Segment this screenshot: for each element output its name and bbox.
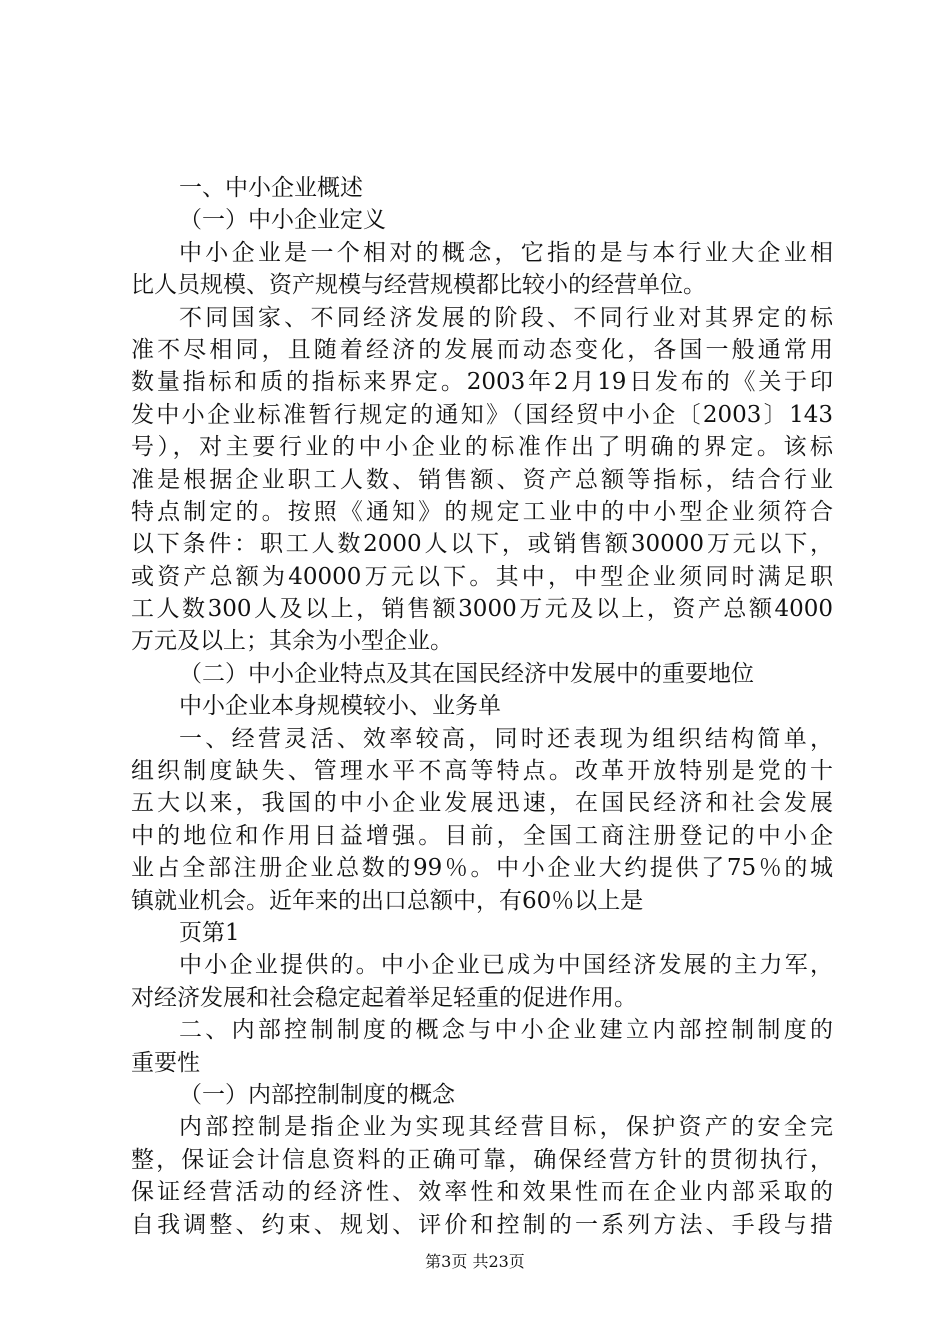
paragraph-line: 业占全部注册企业总数的99％。中小企业大约提供了75％的城 — [131, 855, 833, 882]
paragraph-line: 号），对主要行业的中小企业的标准作出了明确的界定。该标 — [131, 434, 833, 461]
paragraph-line: 以下条件：职工人数2000人以下，或销售额30000万元以下， — [131, 531, 833, 558]
paragraph-line: 准不尽相同，且随着经济的发展而动态变化，各国一般通常用 — [131, 336, 833, 363]
paragraph-line: 准是根据企业职工人数、销售额、资产总额等指标，结合行业 — [131, 466, 833, 493]
page-marker: 页第1 — [179, 919, 240, 946]
subsection-heading: （一）内部控制制度的概念 — [179, 1081, 455, 1108]
section-heading: 一、中小企业概述 — [179, 175, 363, 201]
paragraph-line: 中小企业提供的。中小企业已成为中国经济发展的主力军， — [179, 952, 833, 979]
paragraph-line: 自我调整、约束、规划、评价和控制的一系列方法、手段与措 — [131, 1211, 833, 1238]
paragraph-line: 发中小企业标准暂行规定的通知》（国经贸中小企〔2003〕143 — [131, 401, 833, 428]
paragraph-line: 不同国家、不同经济发展的阶段、不同行业对其界定的标 — [179, 304, 833, 331]
paragraph-line: 五大以来，我国的中小企业发展迅速，在国民经济和社会发展 — [131, 790, 833, 817]
paragraph-line: 镇就业机会。近年来的出口总额中，有60％以上是 — [131, 887, 644, 914]
paragraph-line: 中小企业本身规模较小、业务单 — [179, 693, 501, 720]
paragraph-line: 整，保证会计信息资料的正确可靠，确保经营方针的贯彻执行， — [131, 1146, 833, 1173]
section-heading: 二、内部控制制度的概念与中小企业建立内部控制制度的 — [179, 1017, 833, 1044]
paragraph-line: 特点制定的。按照《通知》的规定工业中的中小型企业须符合 — [131, 498, 833, 525]
paragraph-line: 内部控制是指企业为实现其经营目标，保护资产的安全完 — [179, 1114, 833, 1141]
paragraph-line: 万元及以上；其余为小型企业。 — [131, 628, 453, 655]
section-heading: 重要性 — [131, 1049, 200, 1076]
paragraph-line: 一、经营灵活、效率较高，同时还表现为组织结构简单， — [179, 725, 833, 752]
paragraph-line: 工人数300人及以上，销售额3000万元及以上，资产总额4000 — [131, 596, 833, 623]
document-body — [131, 172, 833, 1241]
subsection-heading: （一）中小企业定义 — [179, 207, 386, 234]
paragraph-line: 比人员规模、资产规模与经营规模都比较小的经营单位。 — [131, 272, 706, 299]
page-footer: 第3页 共23页 — [425, 1252, 525, 1271]
paragraph-line: 组织制度缺失、管理水平不高等特点。改革开放特别是党的十 — [131, 758, 833, 785]
paragraph-line: 中小企业是一个相对的概念，它指的是与本行业大企业相 — [179, 239, 833, 266]
paragraph-line: 对经济发展和社会稳定起着举足轻重的促进作用。 — [131, 984, 637, 1011]
paragraph-line: 或资产总额为40000万元以下。其中，中型企业须同时满足职 — [131, 563, 833, 590]
paragraph-line: 中的地位和作用日益增强。目前，全国工商注册登记的中小企 — [131, 822, 833, 849]
subsection-heading: （二）中小企业特点及其在国民经济中发展中的重要地位 — [179, 660, 754, 687]
paragraph-line: 数量指标和质的指标来界定。2003年2月19日发布的《关于印 — [131, 369, 833, 396]
paragraph-line: 保证经营活动的经济性、效率性和效果性而在企业内部采取的 — [131, 1179, 833, 1206]
